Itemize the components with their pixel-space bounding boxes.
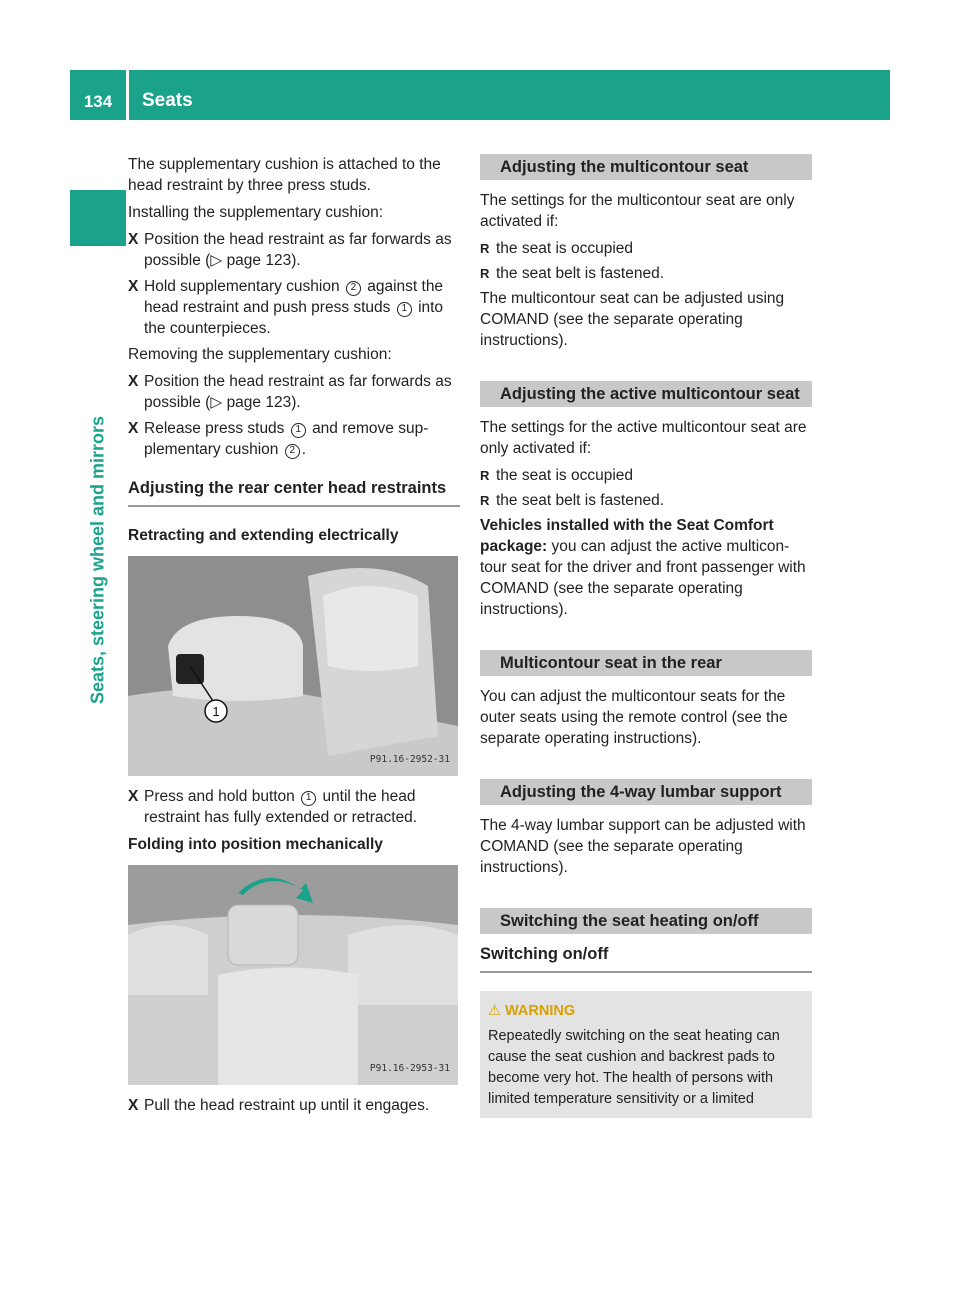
rear-multicontour-heading: Multicontour seat in the rear (480, 650, 812, 676)
svg-text:1: 1 (212, 704, 220, 719)
step-marker-icon: X (128, 420, 139, 437)
callout-1-icon: 1 (291, 423, 306, 438)
callout-1-icon: 1 (301, 791, 316, 806)
remove-step-2: X Release press studs 1 and remove sup-plementary cushion 2 . (128, 420, 429, 458)
pull-step: X Pull the head restraint up until it engages. (128, 1097, 430, 1114)
chapter-label: Seats, steering wheel and mirrors (87, 415, 108, 705)
bullet-icon: R (480, 468, 490, 483)
seat-heating-heading: Switching the seat heating on/off (480, 908, 812, 934)
active-text: The settings for the active multicontour seat are only activated if: (480, 419, 807, 457)
headrest-fold-illustration (128, 865, 458, 1085)
callout-1-icon: 1 (397, 302, 412, 317)
headrest-fold-photo (128, 865, 458, 1085)
step-marker-icon: X (128, 1097, 139, 1114)
rear-multicontour-text: You can adjust the multicontour seats for the outer seats using the remote control (see the separate operating instructions). (480, 688, 788, 747)
bullet-icon: R (480, 266, 490, 281)
warning-box (480, 991, 812, 1118)
remove-step-1: X Position the head restraint as far forwards as possible (▷ page 123). (128, 373, 452, 411)
install-heading: Installing the supplementary cushion: (128, 204, 384, 221)
multicontour-text: The settings for the multicontour seat are only activated if: (480, 192, 795, 230)
multicontour-bullet-1: R the seat is occupied (480, 240, 634, 257)
install-step-1: X Position the head restraint as far forwards as possible (▷ page 123). (128, 231, 452, 269)
step-marker-icon: X (128, 788, 139, 805)
callout-2-icon: 2 (346, 281, 361, 296)
active-multicontour-heading: Adjusting the active multicontour seat (480, 381, 812, 407)
install-step-2: X Hold supplementary cushion 2 against the head restraint and push press studs 1 into the counterpieces. (128, 278, 444, 337)
active-bullet-1: R the seat is occupied (480, 467, 634, 484)
rear-headrest-heading: Adjusting the rear center head restraints (128, 478, 460, 507)
press-step: X Press and hold button 1 until the head restraint has fully extended or retracted. (128, 788, 418, 826)
step-marker-icon: X (128, 278, 139, 295)
warning-title: ⚠ WARNING (488, 1003, 576, 1019)
warning-icon: ⚠ (488, 1003, 501, 1019)
seat-comfort-text: Vehicles installed with the Seat Comfort package: you can adjust the active multicon-tour seat for the driver and front passenger with COMAND (see the separate operating instructions). (480, 517, 806, 618)
electric-heading: Retracting and extending electrically (128, 527, 399, 544)
lumbar-text: The 4-way lumbar support can be adjusted with COMAND (see the separate operating instructions). (480, 817, 806, 876)
figure-code: P91.16-2952-31 (369, 754, 450, 765)
warning-text: Repeatedly switching on the seat heating can cause the seat cushion and backrest pads to become very hot. The health of persons with limited temperature sensitivity or a limited (488, 1028, 780, 1107)
folding-heading: Folding into position mechanically (128, 836, 383, 853)
page-title: Seats (142, 90, 193, 111)
step-marker-icon: X (128, 373, 139, 390)
multicontour-text-2: The multicontour seat can be adjusted using COMAND (see the separate operating instructions). (480, 290, 785, 349)
bullet-icon: R (480, 241, 490, 256)
switching-heading: Switching on/off (480, 944, 812, 973)
callout-2-icon: 2 (285, 444, 300, 459)
chapter-tab (70, 190, 126, 246)
figure-code: P91.16-2953-31 (369, 1063, 450, 1074)
header-divider (126, 70, 129, 120)
header-bar (70, 70, 890, 120)
left-column (128, 154, 460, 1121)
headrest-button-photo (128, 556, 458, 776)
active-bullet-2: R the seat belt is fastened. (480, 492, 665, 509)
multicontour-heading: Adjusting the multicontour seat (480, 154, 812, 180)
headrest-button-illustration (128, 556, 458, 776)
page-number: 134 (83, 92, 113, 111)
intro-text: The supplementary cushion is attached to the head restraint by three press studs. (128, 156, 441, 194)
bullet-icon: R (480, 493, 490, 508)
remove-heading: Removing the supplementary cushion: (128, 346, 392, 363)
multicontour-bullet-2: R the seat belt is fastened. (480, 265, 665, 282)
right-column (480, 154, 812, 1118)
step-marker-icon: X (128, 231, 139, 248)
lumbar-heading: Adjusting the 4-way lumbar support (480, 779, 812, 805)
